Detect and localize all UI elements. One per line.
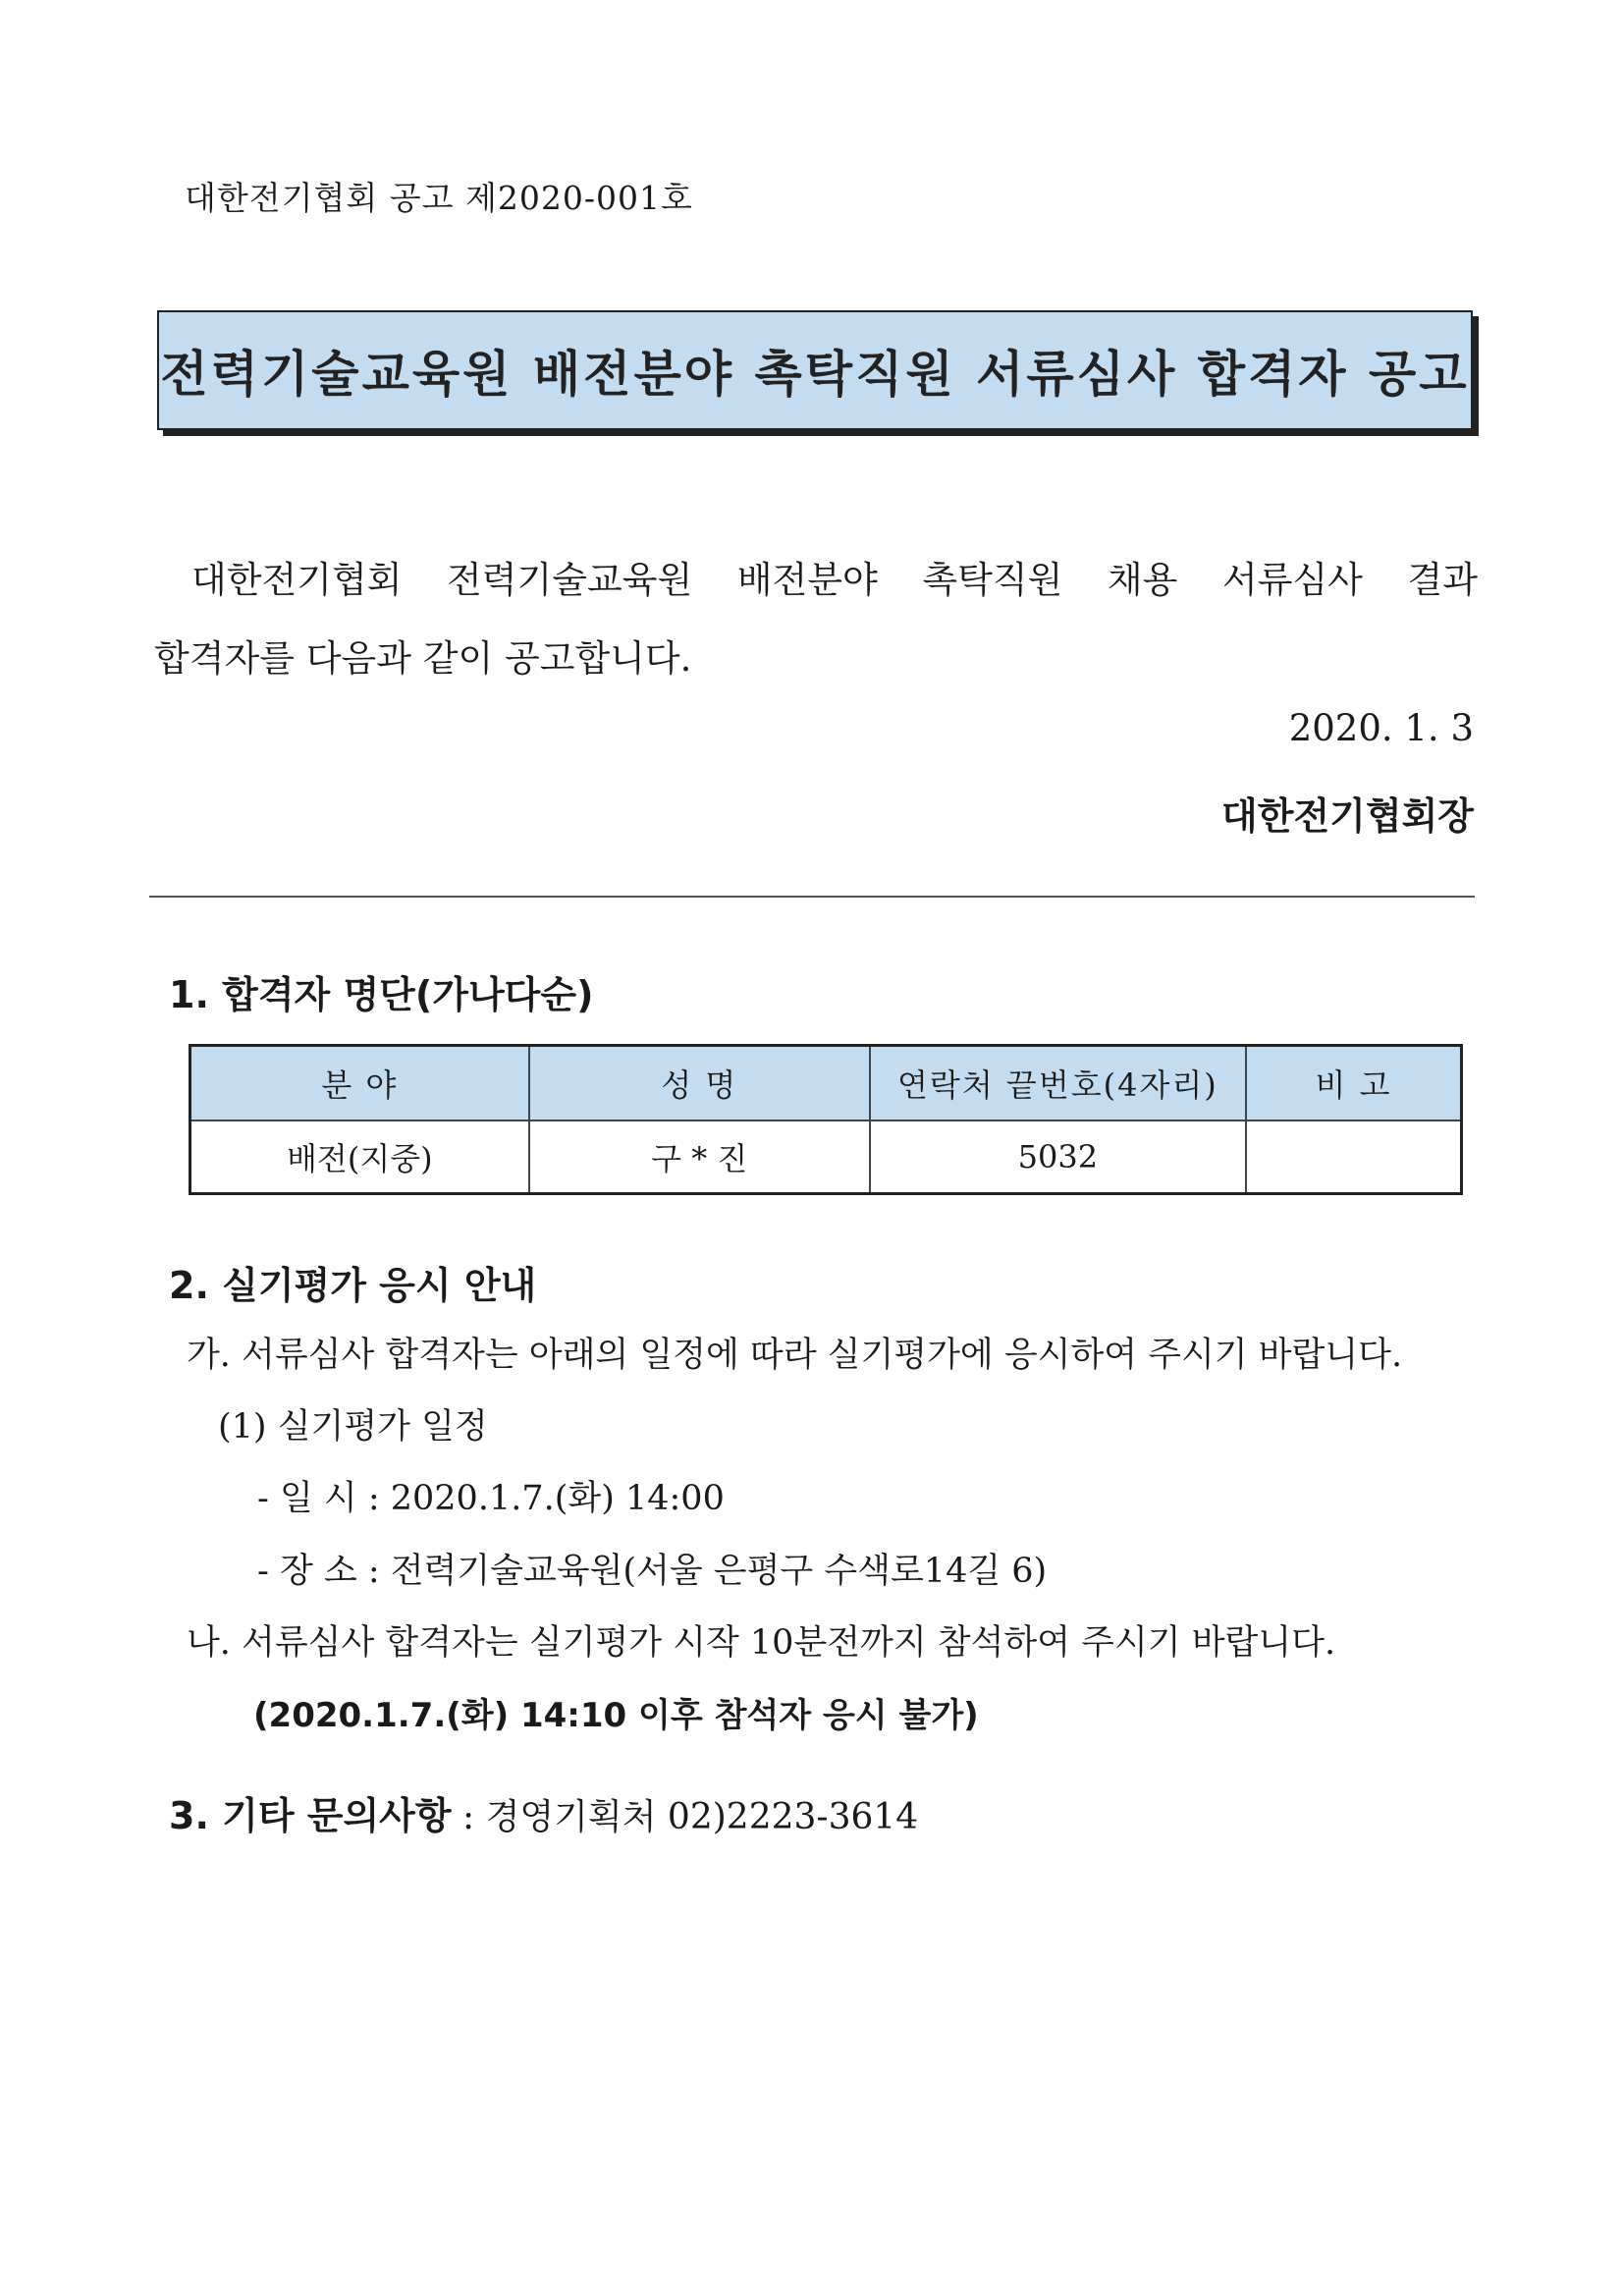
- column-header-field: 분 야: [190, 1046, 529, 1121]
- late-arrival-note: (2020.1.7.(화) 14:10 이후 참석자 응시 불가): [253, 1696, 979, 1735]
- document-title: 전력기술교육원 배전분야 촉탁직원 서류심사 합격자 공고: [160, 346, 1470, 403]
- intro-line-2: 합격자를 다음과 같이 공고합니다.: [154, 637, 692, 680]
- inquiry-contact: : 경영기획처 02)2223-3614: [451, 1797, 919, 1837]
- schedule-place: - 장 소 : 전력기술교육원(서울 은평구 수색로14길 6): [257, 1552, 1048, 1591]
- cell-remarks: [1246, 1121, 1462, 1194]
- table-row: [190, 1121, 1462, 1194]
- item-ga: 가. 서류심사 합격자는 아래의 일정에 따라 실기평가에 응시하여 주시기 바랍니다.: [187, 1336, 1403, 1375]
- section-2-heading: 2. 실기평가 응시 안내: [169, 1264, 537, 1307]
- column-header-contact: 연락처 끝번호(4자리): [870, 1046, 1246, 1121]
- signer: 대한전기협회장: [1221, 794, 1474, 838]
- item-na: 나. 서류심사 합격자는 실기평가 시작 10분전까지 참석하여 주시기 바랍니다.: [187, 1623, 1336, 1663]
- announcement-date: 2020. 1. 3: [1288, 707, 1474, 749]
- notice-number: 대한전기협회 공고 제2020-001호: [185, 179, 693, 217]
- section-3-heading: 3. 기타 문의사항: [169, 1794, 452, 1837]
- column-header-name: 성 명: [529, 1046, 870, 1121]
- section-3: [169, 1785, 918, 1839]
- column-header-remarks: 비 고: [1246, 1046, 1462, 1121]
- table-header-row: [190, 1046, 1462, 1121]
- cell-name: 구 * 진: [529, 1121, 870, 1194]
- successful-candidates-table: [189, 1044, 1463, 1195]
- document-title-box: [157, 310, 1473, 430]
- divider: [149, 896, 1475, 898]
- intro-line-1: 대한전기협회 전력기술교육원 배전분야 촉탁직원 채용 서류심사 결과: [191, 559, 1478, 601]
- schedule-datetime: - 일 시 : 2020.1.7.(화) 14:00: [257, 1479, 725, 1518]
- cell-field: 배전(지중): [190, 1121, 529, 1194]
- schedule-subheading: (1) 실기평가 일정: [218, 1407, 488, 1447]
- section-1-heading: 1. 합격자 명단(가나다순): [169, 973, 594, 1016]
- cell-contact: 5032: [870, 1121, 1246, 1194]
